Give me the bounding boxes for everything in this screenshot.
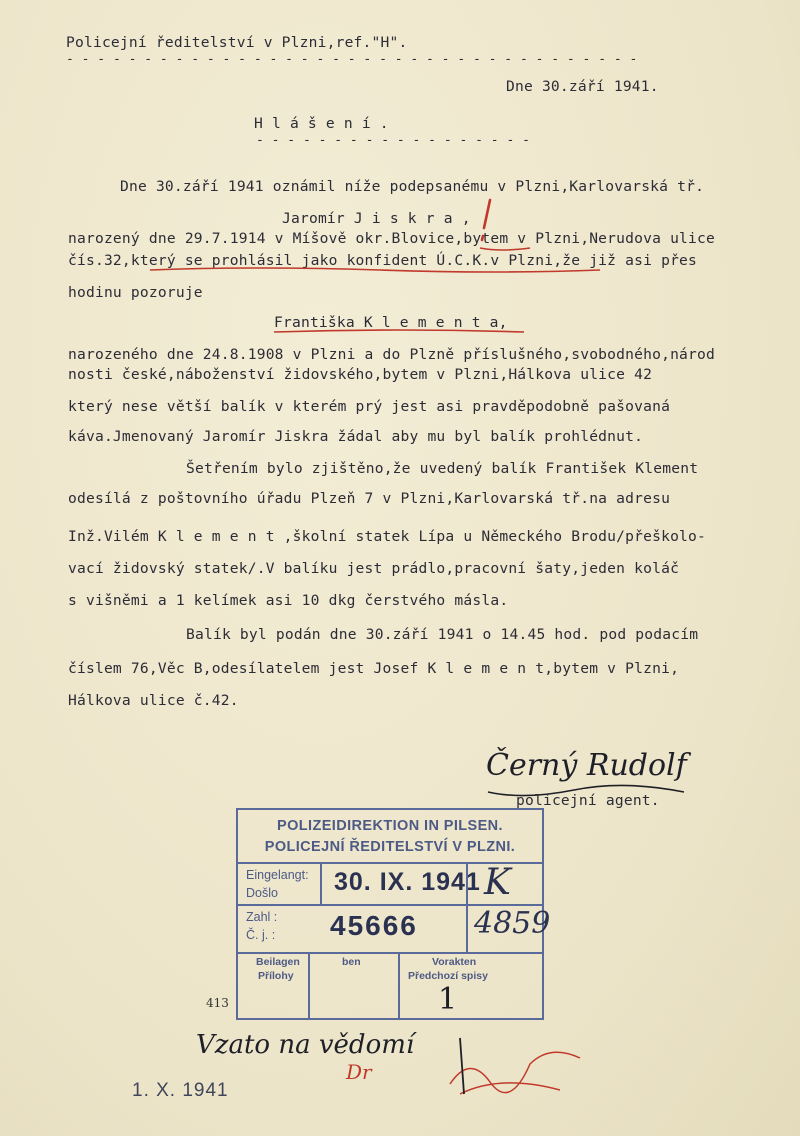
handwritten-note: Vzato na vědomí <box>196 1030 415 1060</box>
body-line-6: Františka K l e m e n t a, <box>274 314 508 331</box>
stamp-line-2: POLICEJNÍ ŘEDITELSTVÍ V PLZNI. <box>264 839 516 855</box>
stamp-line-1: POLIZEIDIREKTION IN PILSEN. <box>277 818 503 834</box>
red-underline-marks <box>0 0 800 340</box>
body-line-9: který nese větší balík v kterém prý jest asi pravděpodobně pašovaná <box>68 398 671 415</box>
body-line-16: Balík byl podán dne 30.září 1941 o 14.45 hod. pod podacím <box>186 626 699 643</box>
date-line: Dne 30.září 1941. <box>506 78 659 95</box>
registry-stamp <box>236 808 551 1020</box>
stamp-sub-number: 4859 <box>474 906 551 941</box>
body-line-4: čís.32,který se prohlásil jako konfident Ú.C.K.v Plzni,že již asi přes <box>68 252 698 269</box>
body-line-13: Inž.Vilém K l e m e n t ,školní statek Lípa u Německého Brodu/přeškolo- <box>68 528 707 545</box>
body-line-12: odesílá z poštovního úřadu Plzeň 7 v Plzni,Karlovarská tř.na adresu <box>68 490 671 507</box>
stamp-predchozi: Předchozí spisy <box>408 970 488 982</box>
stamp-received-date: 30. IX. 1941 <box>334 868 481 896</box>
date-stamp: 1. X. 1941 <box>132 1080 229 1101</box>
stamp-prilohy: Přílohy <box>258 970 294 982</box>
red-underline-3 <box>274 330 524 332</box>
body-line-18: Hálkova ulice č.42. <box>68 692 239 709</box>
letterhead-underline: - - - - - - - - - - - - - - - - - - - - - - - - - - - - - - - - - - - - - <box>66 52 638 67</box>
stamp-received-initial: K <box>484 862 511 903</box>
red-initials: Dr <box>346 1060 372 1084</box>
heading: H l á š e n í . <box>254 115 389 132</box>
red-exclamation-mark <box>482 200 490 240</box>
red-signature-scrawl <box>440 1034 600 1104</box>
body-line-11: Šetřením bylo zjištěno,že uvedený balík František Klement <box>186 460 699 477</box>
body-line-7: narozeného dne 24.8.1908 v Plzni a do Plzně příslušného,svobodného,národ <box>68 346 716 363</box>
stamp-ben: ben <box>342 956 361 968</box>
heading-underline: - - - - - - - - - - - - - - - - - - <box>256 133 530 148</box>
red-underline-1 <box>480 248 530 250</box>
body-line-8: nosti české,náboženství židovského,bytem v Plzni,Hálkova ulice 42 <box>68 366 653 383</box>
signature-title: policejní agent. <box>516 792 660 809</box>
body-line-3: narozený dne 29.7.1914 v Míšově okr.Blovice,bytem v Plzni,Nerudova ulice <box>68 230 716 247</box>
body-line-15: s višněmi a 1 kelímek asi 10 dkg čerstvého másla. <box>68 592 509 609</box>
stamp-zahl: Zahl : <box>246 910 278 924</box>
stamp-registry-number: 45666 <box>330 910 418 941</box>
body-line-5: hodinu pozoruje <box>68 284 203 301</box>
stamp-cj: Č. j. : <box>246 928 276 942</box>
body-line-14: vací židovský statek/.V balíku jest prádlo,pracovní šaty,jeden koláč <box>68 560 680 577</box>
letterhead: Policejní ředitelství v Plzni,ref."H". <box>66 34 408 51</box>
red-underline-2 <box>150 268 600 272</box>
margin-number: 413 <box>206 996 229 1010</box>
body-line-17: číslem 76,Věc B,odesílatelem jest Josef K l e m e n t,bytem v Plzni, <box>68 660 680 677</box>
signature: Černý Rudolf <box>486 748 687 783</box>
stamp-beilagen: Beilagen <box>256 956 300 968</box>
stamp-eingelangt: Eingelangt: <box>246 868 309 882</box>
stamp-vorakten: Vorakten <box>432 956 477 968</box>
body-line-2: Jaromír J i s k r a , <box>282 210 471 227</box>
body-line-10: káva.Jmenovaný Jaromír Jiskra žádal aby mu byl balík prohlédnut. <box>68 428 644 445</box>
stamp-doslo: Došlo <box>246 886 278 900</box>
stamp-handwritten-mark: 1 <box>438 982 458 1017</box>
body-line-1: Dne 30.září 1941 oznámil níže podepsanému v Plzni,Karlovarská tř. <box>120 178 705 195</box>
